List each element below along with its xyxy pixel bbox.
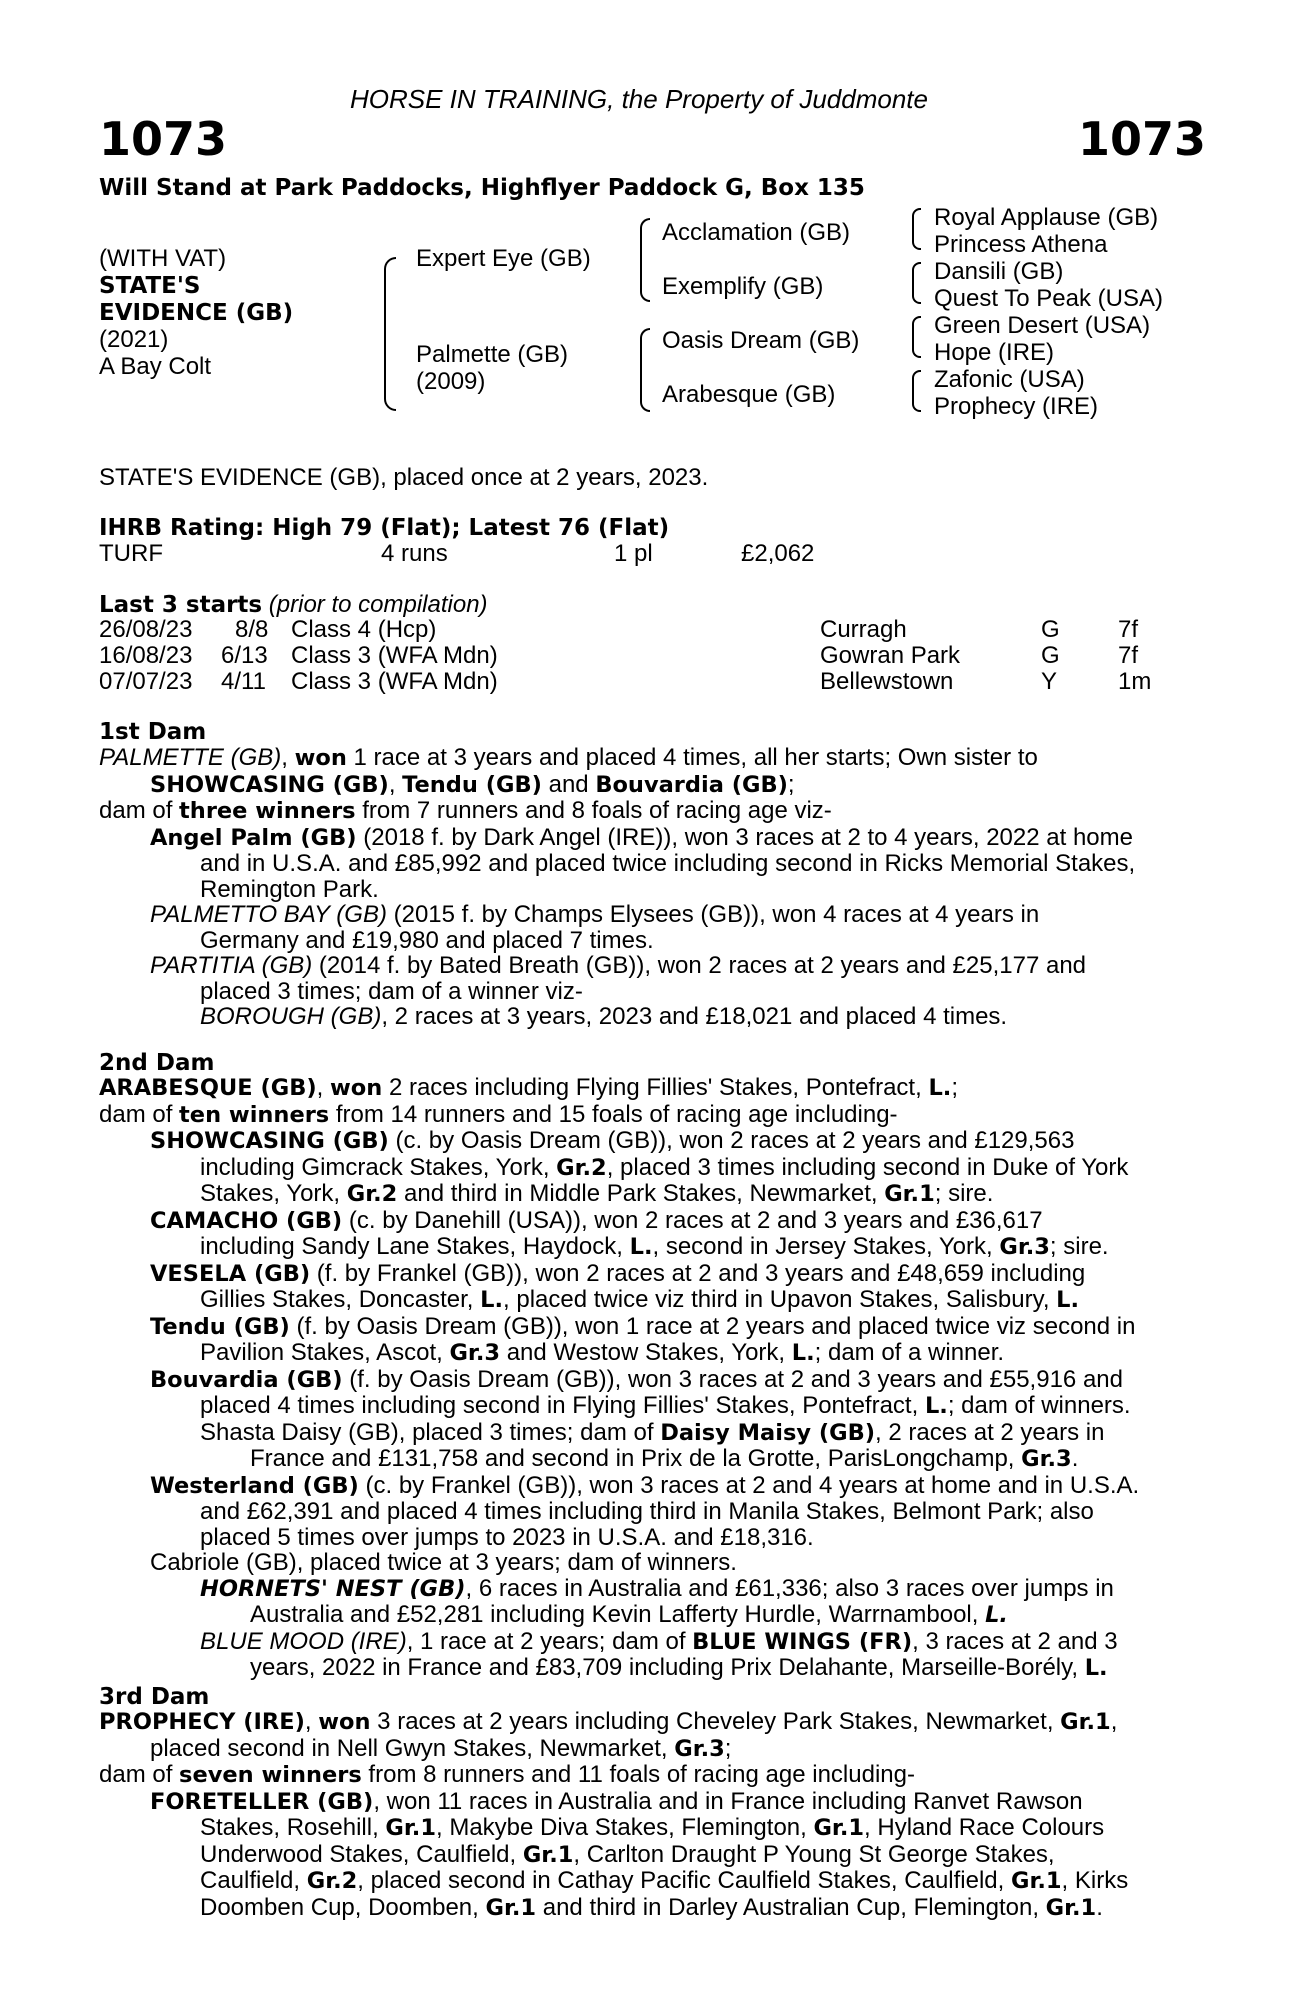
pedigree-dam: Palmette (GB)	[416, 341, 569, 368]
first-dam-body	[99, 745, 1205, 1030]
text-seg: .	[1096, 1893, 1103, 1921]
first-dam-line	[99, 825, 1205, 852]
text-seg: years, 2022 in France and £83,709 including Prix Delahante, Marseille-Borély,	[250, 1654, 1085, 1681]
second-dam-line	[99, 1655, 1205, 1682]
text-seg: dam of	[99, 797, 180, 824]
progeny-name: BLUE WINGS (FR)	[692, 1628, 913, 1655]
text-seg: (f. by Oasis Dream (GB)), won 3 races at 2 and 3 years and £55,916 and	[342, 1365, 1123, 1393]
sibling-name: SHOWCASING (GB)	[150, 771, 389, 798]
text-seg: from 14 runners and 15 foals of racing age including-	[329, 1100, 898, 1128]
horse-name-line2: EVIDENCE (GB)	[99, 300, 294, 326]
grade-label: L.	[1084, 1655, 1108, 1681]
text-seg: Pavilion Stakes, Ascot,	[200, 1339, 450, 1366]
pedigree-brace-sire	[640, 218, 650, 302]
start-distance: 7f	[1118, 642, 1139, 669]
text-seg: , second in Jersey Stakes, York,	[652, 1233, 1000, 1260]
start-position: 4/11	[221, 668, 266, 695]
text-seg: , Makybe Diva Stakes, Flemington,	[435, 1814, 814, 1841]
grade-label: Gr.1	[1010, 1868, 1062, 1894]
grade-label: Gr.1	[884, 1181, 935, 1207]
dam-name: ARABESQUE (GB)	[99, 1075, 317, 1101]
text-seg: , Carlton Draught P Young St George Stakes,	[573, 1840, 1055, 1868]
text-seg: , placed second in Cathay Pacific Caulfield Stakes, Caulfield,	[357, 1867, 1011, 1894]
lot-number-left: 1073	[99, 112, 228, 166]
progeny-name: SHOWCASING (GB)	[150, 1128, 389, 1154]
second-dam-line	[99, 1446, 1205, 1473]
text-seg: , Hyland Race Colours	[864, 1814, 1105, 1841]
second-dam-line	[99, 1075, 1205, 1102]
second-dam-line	[99, 1629, 1205, 1656]
grade-label: L.	[1056, 1287, 1080, 1313]
text-seg: Shasta Daisy (GB), placed 3 times; dam of	[200, 1418, 661, 1446]
first-dam-line: placed 3 times; dam of a winner viz-	[200, 977, 583, 1005]
second-dam-line	[99, 1155, 1205, 1182]
second-dam-body	[99, 1075, 1205, 1682]
text-seg: Gillies Stakes, Doncaster,	[200, 1286, 481, 1313]
text-seg: France and £131,758 and second in Prix de la Grotte, ParisLongchamp,	[250, 1445, 1022, 1472]
second-dam-line	[99, 1287, 1205, 1314]
grade-label: Gr.1	[522, 1841, 574, 1868]
text-seg: and Westow Stakes, York,	[500, 1339, 792, 1366]
text-seg: ; sire.	[934, 1180, 994, 1207]
text-seg: (2018 f. by Dark Angel (IRE)), won 3 races at 2 to 4 years, 2022 at home	[356, 823, 1133, 851]
rating-earnings: £2,062	[741, 540, 815, 567]
vat-note: (WITH VAT)	[99, 245, 227, 272]
second-dam-line	[99, 1261, 1205, 1288]
start-position: 8/8	[235, 616, 269, 643]
start-date: 07/07/23	[99, 668, 193, 695]
winners-count: ten winners	[179, 1101, 330, 1128]
winners-count: three winners	[179, 798, 356, 824]
progeny-name: Westerland (GB)	[150, 1472, 359, 1499]
grade-label: L.	[928, 1075, 952, 1101]
race-summary: STATE'S EVIDENCE (GB), placed once at 2 years, 2023.	[99, 464, 709, 491]
text-seg: dam of	[99, 1100, 180, 1128]
sibling-name: Bouvardia (GB)	[595, 771, 788, 798]
text-seg: Australia and £52,281 including Kevin Lafferty Hurdle, Warrnambool,	[250, 1601, 986, 1628]
third-dam-line	[99, 1842, 1205, 1869]
grade-label: L.	[924, 1393, 948, 1419]
text-seg: , Kirks	[1061, 1867, 1129, 1894]
text-seg: ;	[724, 1734, 732, 1762]
third-dam-line	[99, 1895, 1205, 1922]
text-seg: (2015 f. by Champs Elysees (GB)), won 4 races at 4 years in	[386, 901, 1040, 928]
grade-label: Gr.3	[674, 1735, 725, 1762]
third-dam-line	[99, 1789, 1205, 1816]
horse-name-line1: STATE'S	[99, 273, 201, 299]
text-seg: Stakes, York,	[200, 1180, 347, 1207]
pedigree-brace-dam	[640, 328, 650, 412]
rating-placings: 1 pl	[614, 540, 653, 567]
start-date: 26/08/23	[99, 616, 193, 643]
text-seg: 2 races including Flying Fillies' Stakes, Pontefract,	[382, 1074, 929, 1101]
progeny-name: Tendu (GB)	[150, 1313, 290, 1340]
rating-runs: 4 runs	[381, 540, 448, 567]
text-seg: ,	[1110, 1708, 1118, 1735]
text-seg: , 1 race at 2 years; dam of	[406, 1627, 693, 1655]
text-seg: and third in Darley Australian Cup, Flemington,	[536, 1893, 1046, 1921]
start-going: G	[1041, 642, 1060, 669]
lot-number-right: 1073	[1077, 112, 1206, 166]
text-seg: and third in Middle Park Stakes, Newmarket,	[397, 1180, 885, 1207]
dam-name: PALMETTE (GB)	[99, 744, 282, 771]
progeny-name: HORNETS' NEST (GB)	[200, 1575, 466, 1602]
second-dam-heading: 2nd Dam	[99, 1050, 215, 1076]
text-seg: , placed twice viz third in Upavon Stakes, Salisbury,	[503, 1286, 1057, 1313]
text-seg: including Sandy Lane Stakes, Haydock,	[200, 1233, 630, 1260]
grade-label: L.	[791, 1340, 815, 1366]
second-dam-line: placed 5 times over jumps to 2023 in U.S.A. and £18,316.	[200, 1523, 814, 1551]
progeny-name: PALMETTO BAY (GB)	[150, 901, 387, 928]
first-dam-line	[99, 745, 1205, 772]
second-dam-line: Cabriole (GB), placed twice at 3 years; dam of winners.	[150, 1549, 737, 1576]
second-dam-line	[99, 1314, 1205, 1341]
first-dam-line	[99, 953, 1205, 979]
pedigree-sire-sire: Acclamation (GB)	[662, 219, 851, 246]
grade-label: Gr.1	[485, 1894, 537, 1921]
grade-label: L.	[480, 1287, 504, 1313]
second-dam-line	[99, 1473, 1205, 1500]
first-dam-line	[99, 798, 1205, 825]
text-seg: from 8 runners and 11 foals of racing age including-	[361, 1761, 915, 1788]
pedigree-ggp-1: Royal Applause (GB)	[934, 204, 1159, 231]
grade-label: Gr.3	[449, 1340, 501, 1366]
rating-surface: TURF	[99, 540, 163, 567]
pedigree-brace-ggp3	[912, 316, 921, 358]
second-dam-line	[99, 1367, 1205, 1394]
text-seg: ,	[388, 770, 403, 798]
pedigree-brace-ggp4	[912, 370, 921, 412]
text-seg: placed second in Nell Gwyn Stakes, Newmarket,	[150, 1734, 675, 1762]
stand-location: Will Stand at Park Paddocks, Highflyer Paddock G, Box 135	[99, 175, 865, 201]
grade-label: Gr.3	[999, 1234, 1050, 1260]
pedigree-ggp-4: Quest To Peak (USA)	[934, 285, 1163, 312]
text-seg: Underwood Stakes, Caulfield,	[200, 1840, 523, 1868]
text-seg: , placed 3 times including second in Duke of York	[606, 1153, 1129, 1181]
second-dam-line	[99, 1393, 1205, 1420]
horse-description: A Bay Colt	[99, 353, 212, 380]
pedigree-dam-dam: Arabesque (GB)	[662, 381, 836, 408]
grade-label: Gr.1	[385, 1815, 436, 1841]
pedigree-ggp-3: Dansili (GB)	[934, 258, 1064, 285]
text-seg: and	[541, 770, 596, 798]
text-seg: 3 races at 2 years including Cheveley Park Stakes, Newmarket,	[370, 1708, 1061, 1735]
grade-label: Gr.1	[1045, 1894, 1097, 1921]
text-seg: (f. by Oasis Dream (GB)), won 1 race at 2 years and placed twice viz second in	[289, 1312, 1136, 1340]
text-seg: ; dam of winners.	[947, 1392, 1131, 1419]
text-seg: Stakes, Rosehill,	[200, 1814, 386, 1841]
last-starts-heading	[99, 591, 488, 619]
second-dam-line	[99, 1102, 1205, 1129]
pedigree-ggp-7: Zafonic (USA)	[934, 366, 1085, 393]
second-dam-line	[99, 1234, 1205, 1261]
text-seg: (c. by Danehill (USA)), won 2 races at 2 and 3 years and £36,617	[342, 1206, 1043, 1234]
first-dam-line: and in U.S.A. and £85,992 and placed twice including second in Ricks Memorial Stakes,	[200, 850, 1136, 877]
start-race: Class 3 (WFA Mdn)	[291, 668, 498, 695]
pedigree-ggp-8: Prophecy (IRE)	[934, 393, 1099, 420]
pedigree-brace-ggp2	[912, 262, 921, 304]
text-seg: , 2 races at 2 years in	[875, 1418, 1105, 1446]
second-dam-line	[99, 1576, 1205, 1603]
text-seg: Doomben Cup, Doomben,	[200, 1893, 486, 1921]
second-dam-line	[99, 1181, 1205, 1208]
winners-count: seven winners	[179, 1762, 362, 1788]
third-dam-line	[99, 1709, 1205, 1736]
first-dam-line: Remington Park.	[200, 875, 379, 903]
text-seg: ,	[281, 744, 295, 771]
text-seg: , won 11 races in Australia and in France including Ranvet Rawson	[373, 1787, 1083, 1815]
third-dam-heading: 3rd Dam	[99, 1684, 210, 1710]
grade-label: Gr.1	[1060, 1709, 1111, 1735]
won-label: won	[330, 1075, 383, 1101]
text-seg: (c. by Oasis Dream (GB)), won 2 races at 2 years and £129,563	[388, 1127, 1075, 1154]
pedigree-sire: Expert Eye (GB)	[416, 245, 591, 272]
progeny-name: BOROUGH (GB)	[200, 1003, 382, 1030]
progeny-name: FORETELLER (GB)	[150, 1788, 374, 1815]
start-race: Class 3 (WFA Mdn)	[291, 642, 498, 669]
start-going: Y	[1041, 668, 1058, 695]
first-dam-line	[99, 1004, 1205, 1030]
grade-label: L.	[985, 1602, 1008, 1628]
progeny-name: PARTITIA (GB)	[150, 952, 313, 979]
grade-label: Gr.1	[813, 1815, 865, 1841]
pedigree-brace-main	[384, 257, 396, 411]
grade-label: Gr.2	[306, 1868, 358, 1894]
first-dam-line: Germany and £19,980 and placed 7 times.	[200, 926, 654, 954]
start-race: Class 4 (Hcp)	[291, 616, 437, 643]
start-date: 16/08/23	[99, 642, 193, 669]
pedigree-ggp-2: Princess Athena	[934, 231, 1108, 258]
start-distance: 1m	[1118, 668, 1152, 695]
start-course: Gowran Park	[820, 642, 961, 669]
text-seg: , 2 races at 3 years, 2023 and £18,021 and placed 4 times.	[381, 1003, 1008, 1030]
start-course: Curragh	[820, 616, 907, 643]
second-dam-line	[99, 1128, 1205, 1155]
third-dam-body	[99, 1709, 1205, 1921]
text-seg: ; sire.	[1049, 1233, 1109, 1260]
first-dam-line	[99, 772, 1205, 799]
start-going: G	[1041, 616, 1060, 643]
text-seg: ,	[316, 1074, 331, 1101]
first-dam-heading: 1st Dam	[99, 719, 207, 745]
first-dam-seg	[99, 744, 1038, 771]
third-dam-line	[99, 1736, 1205, 1763]
progeny-name: BLUE MOOD (IRE)	[200, 1627, 407, 1655]
text-seg: Caulfield,	[200, 1867, 307, 1894]
progeny-name: CAMACHO (GB)	[150, 1207, 343, 1234]
text-seg: dam of	[99, 1761, 180, 1788]
third-dam-line	[99, 1868, 1205, 1895]
grade-label: Gr.3	[1021, 1446, 1072, 1472]
text-seg: ,	[304, 1708, 319, 1735]
text-seg: , 3 races at 2 and 3	[912, 1627, 1118, 1655]
pedigree-ggp-6: Hope (IRE)	[934, 339, 1055, 366]
text-seg: 1 race at 3 years and placed 4 times, all her starts; Own sister to	[346, 744, 1038, 771]
pedigree-brace-ggp1	[912, 208, 921, 250]
sibling-name: Tendu (GB)	[402, 771, 542, 798]
page-header-title: HORSE IN TRAINING, the Property of Juddmonte	[350, 84, 928, 114]
last-starts-title: Last 3 starts	[99, 592, 263, 618]
pedigree-dam-sire: Oasis Dream (GB)	[662, 327, 860, 354]
second-dam-line: and £62,391 and placed 4 times including third in Manila Stakes, Belmont Park; also	[200, 1498, 1094, 1525]
second-dam-line	[99, 1340, 1205, 1367]
pedigree-dam-year: (2009)	[416, 368, 486, 395]
start-position: 6/13	[221, 642, 268, 669]
pedigree-sire-dam: Exemplify (GB)	[662, 273, 824, 300]
progeny-name: Angel Palm (GB)	[150, 824, 357, 851]
grade-label: Gr.2	[556, 1154, 607, 1181]
grade-label: Gr.2	[346, 1181, 398, 1207]
third-dam-line	[99, 1762, 1205, 1789]
progeny-name: VESELA (GB)	[150, 1260, 311, 1287]
text-seg: ; dam of a winner.	[814, 1339, 1005, 1366]
second-dam-line	[99, 1602, 1205, 1629]
progeny-name: Daisy Maisy (GB)	[660, 1419, 876, 1446]
rating-heading: IHRB Rating: High 79 (Flat); Latest 76 (Flat)	[99, 515, 670, 541]
horse-year: (2021)	[99, 326, 169, 353]
last-starts-note: (prior to compilation)	[268, 591, 488, 618]
pedigree-ggp-5: Green Desert (USA)	[934, 312, 1151, 339]
text-seg: (f. by Frankel (GB)), won 2 races at 2 and 3 years and £48,659 including	[310, 1259, 1086, 1287]
text-seg: ;	[951, 1074, 958, 1101]
text-seg: ;	[787, 770, 795, 798]
start-course: Bellewstown	[820, 668, 954, 695]
dam-name: PROPHECY (IRE)	[99, 1709, 305, 1735]
first-dam-line	[99, 902, 1205, 928]
won-label: won	[318, 1709, 371, 1735]
text-seg: , 6 races in Australia and £61,336; also 3 races over jumps in	[465, 1574, 1114, 1602]
won-label: won	[294, 745, 347, 771]
second-dam-line	[99, 1420, 1205, 1447]
text-seg: including Gimcrack Stakes, York,	[200, 1153, 557, 1181]
second-dam-line	[99, 1208, 1205, 1235]
text-seg: .	[1071, 1445, 1079, 1472]
progeny-name: Bouvardia (GB)	[150, 1366, 343, 1393]
text-seg: (c. by Frankel (GB)), won 3 races at 2 and 4 years at home and in U.S.A.	[358, 1471, 1140, 1499]
third-dam-line	[99, 1815, 1205, 1842]
grade-label: L.	[629, 1234, 653, 1260]
start-distance: 7f	[1118, 616, 1139, 643]
text-seg: from 7 runners and 8 foals of racing age viz-	[355, 797, 832, 824]
text-seg: placed 4 times including second in Flying Fillies' Stakes, Pontefract,	[200, 1392, 925, 1419]
text-seg: (2014 f. by Bated Breath (GB)), won 2 races at 2 years and £25,177 and	[312, 952, 1087, 979]
